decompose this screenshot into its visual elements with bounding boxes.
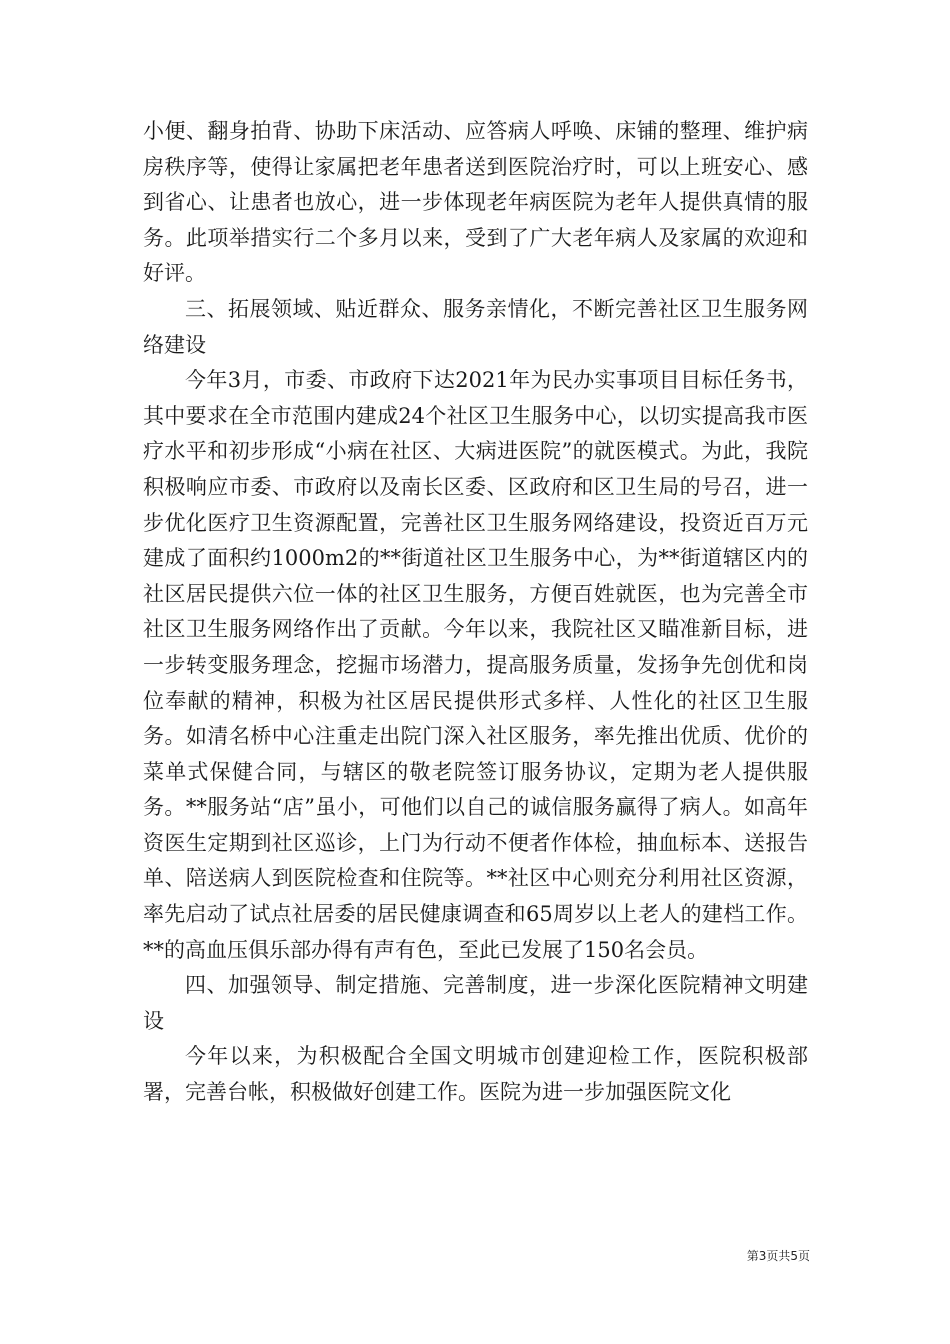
paragraph-3: 今年以来，为积极配合全国文明城市创建迎检工作，医院积极部署，完善台帐，积极做好创建工作。医院为进一步加强医院文化 <box>143 1044 808 1105</box>
paragraph-2: 今年3月，市委、市政府下达2021年为民办实事项目目标任务书，其中要求在全市范围内建成24个社区卫生服务中心，以切实提高我市医疗水平和初步形成“小病在社区、大病进医院”的就医模式。为此，我院积极响应市委、市政府以及南长区委、区政府和区卫生局的号召，进一步优化医疗卫生资源配置，完善社区卫生服务网络建设，投资近百万元建成了面积约1000m2的**街道社区卫生服务中心，为**街道辖区内的社区居民提供六位一体的社区卫生服务，方便百姓就医，也为完善全市社区卫生服务网络作出了贡献。今年以来，我院社区又瞄准新目标，进一步转变服务理念，挖掘市场潜力，提高服务质量，发扬争先创优和岗位奉献的精神，积极为社区居民提供形式多样、人性化的社区卫生服务。如清名桥中心注重走出院门深入社区服务，率先推出优质、优价的菜单式保健合同，与辖区的敬老院签订服务协议，定期为老人提供服务。**服务站“店”虽小，可他们以自己的诚信服务赢得了病人。如高年资医生定期到社区巡诊，上门为行动不便者作体检，抽血标本、送报告单、陪送病人到医院检查和住院等。**社区中心则充分利用社区资源，率先启动了试点社居委的居民健康调查和65周岁以上老人的建档工作。**的高血压俱乐部办得有声有色，至此已发展了150名会员。 <box>143 368 808 962</box>
page-number-footer: 第3页共5页 <box>746 1249 810 1263</box>
section-heading-4: 四、加强领导、制定措施、完善制度，进一步深化医院精神文明建设 <box>143 973 808 1033</box>
paragraph-1: 小便、翻身拍背、协助下床活动、应答病人呼唤、床铺的整理、维护病房秩序等，使得让家属把老年患者送到医院治疗时，可以上班安心、感到省心、让患者也放心，进一步体现老年病医院为老年人提供真情的服务。此项举措实行二个多月以来，受到了广大老年病人及家属的欢迎和好评。 <box>143 119 808 286</box>
document-body <box>143 114 808 1111</box>
section-heading-3: 三、拓展领域、贴近群众、服务亲情化，不断完善社区卫生服务网络建设 <box>143 296 808 357</box>
